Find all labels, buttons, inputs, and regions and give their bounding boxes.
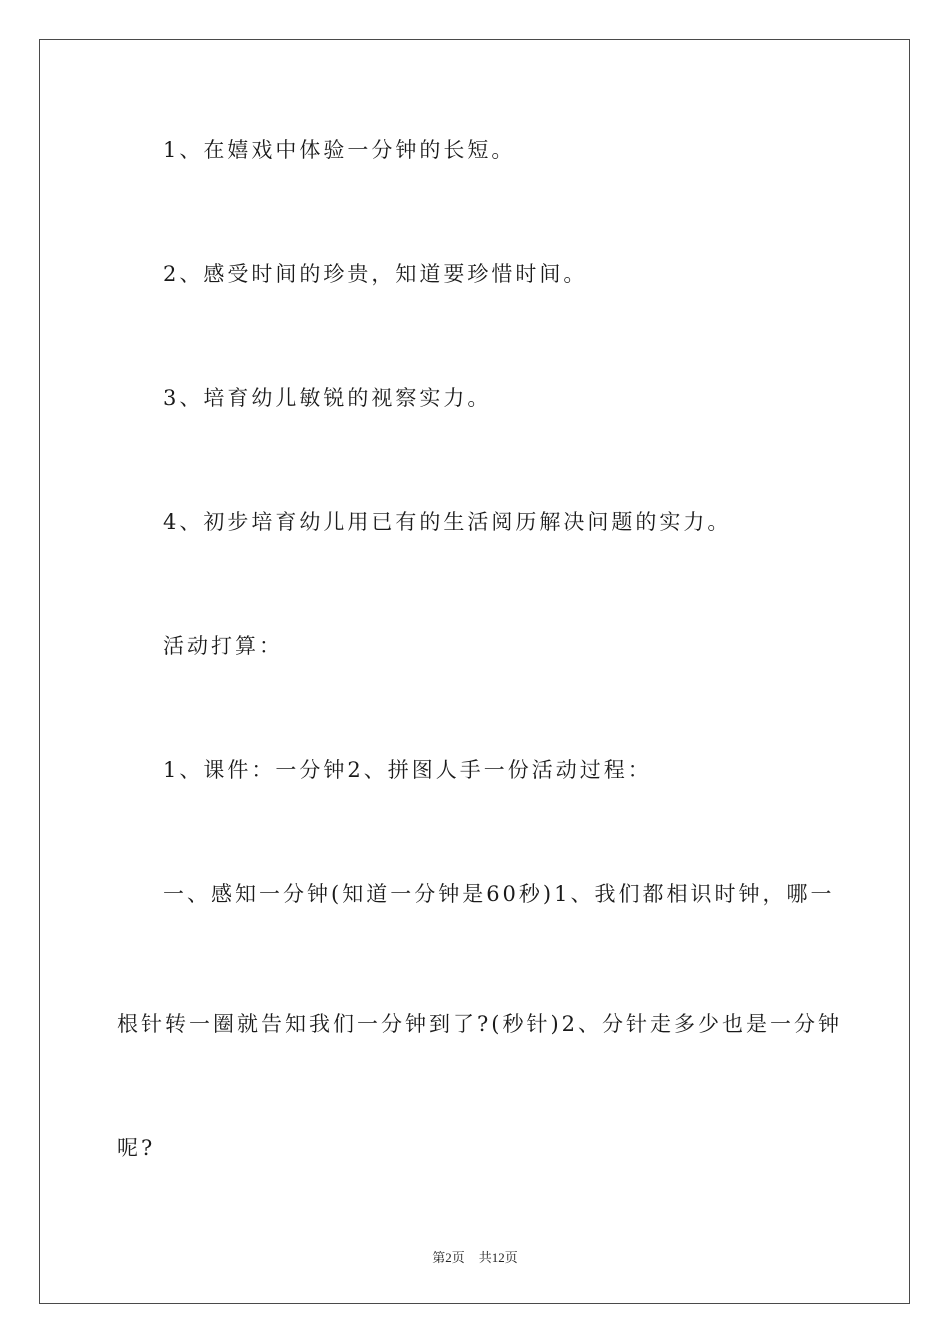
paragraph-process-line-3: 呢? bbox=[117, 1136, 156, 1160]
page-footer bbox=[0, 1247, 950, 1266]
page-border bbox=[39, 39, 910, 1304]
paragraph-goal-4: 4、初步培育幼儿用已有的生活阅历解决问题的实力。 bbox=[163, 510, 732, 534]
section-heading-preparation: 活动打算： bbox=[163, 634, 283, 658]
paragraph-process-line-2: 根针转一圈就告知我们一分钟到了?(秒针)2、分针走多少也是一分钟 bbox=[117, 1012, 843, 1036]
paragraph-preparation: 1、课件：一分钟2、拼图人手一份活动过程： bbox=[163, 758, 652, 782]
page-total: 共12页 bbox=[478, 1250, 518, 1265]
paragraph-goal-3: 3、培育幼儿敏锐的视察实力。 bbox=[163, 386, 492, 410]
page-number: 第2页 bbox=[432, 1250, 465, 1265]
paragraph-goal-1: 1、在嬉戏中体验一分钟的长短。 bbox=[163, 138, 516, 162]
paragraph-goal-2: 2、感受时间的珍贵，知道要珍惜时间。 bbox=[163, 262, 588, 286]
paragraph-process-line-1: 一、感知一分钟(知道一分钟是60秒)1、我们都相识时钟，哪一 bbox=[163, 882, 835, 906]
